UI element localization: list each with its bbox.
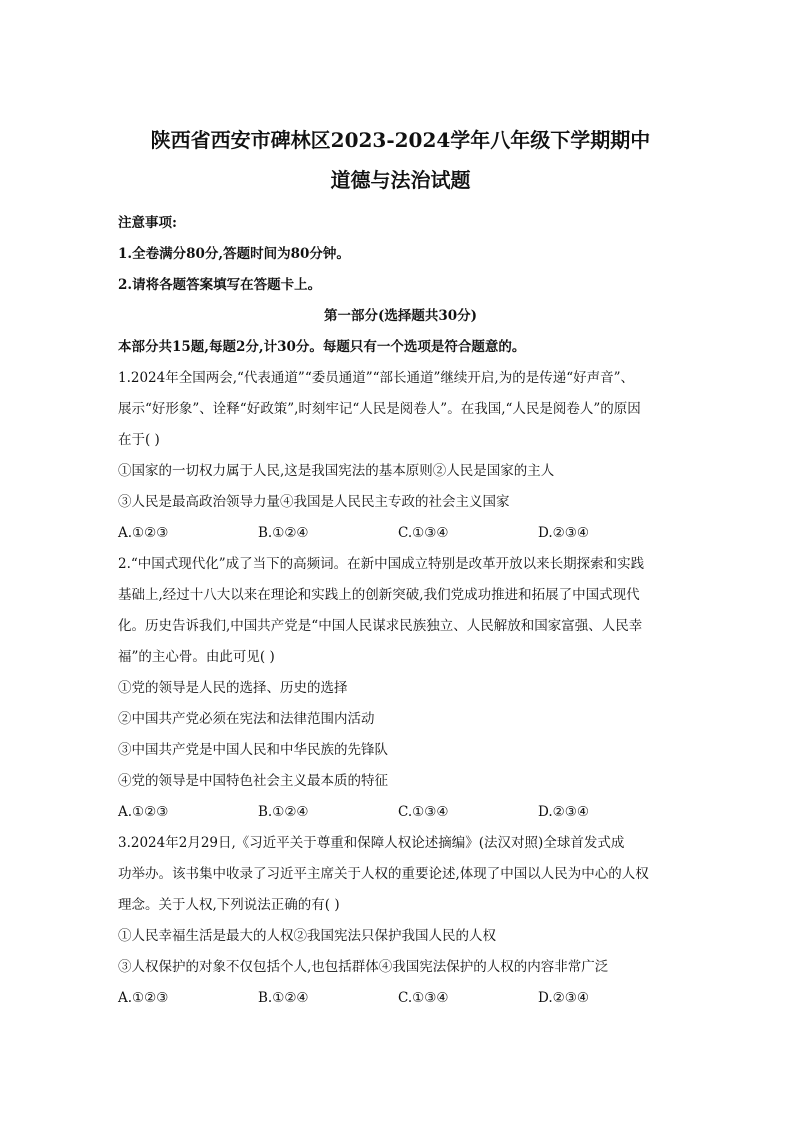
option-c: C.①③④ <box>398 525 449 541</box>
option-a: A.①②③ <box>118 804 169 820</box>
question-text-line: 化。历史告诉我们,中国共产党是“中国人民谋求民族独立、人民解放和国家富强、人民幸 <box>118 618 643 634</box>
option-c: C.①③④ <box>398 990 449 1006</box>
statement-line: ③人民是最高政治领导力量④我国是人民民主专政的社会主义国家 <box>118 494 510 510</box>
question-3 <box>118 828 683 1014</box>
question-text-line: 2.“中国式现代化”成了当下的高频词。在新中国成立特别是改革开放以来长期探索和实践 <box>118 556 645 572</box>
option-b: B.①②④ <box>258 804 309 820</box>
option-a: A.①②③ <box>118 525 169 541</box>
statement-line: ③人权保护的对象不仅包括个人,也包括群体④我国宪法保护的人权的内容非常广泛 <box>118 959 609 975</box>
answer-options <box>118 983 683 1014</box>
part1-heading: 第一部分(选择题共30分) <box>323 308 478 324</box>
question-text-line: 基础上,经过十八大以来在理论和实践上的创新突破,我们党成功推进和拓展了中国式现代 <box>118 587 640 603</box>
question-text-line: 理念。关于人权,下列说法正确的有( ) <box>118 897 340 913</box>
option-a: A.①②③ <box>118 990 169 1006</box>
statement-line: ①党的领导是人民的选择、历史的选择 <box>118 680 348 696</box>
question-text-line: 福”的主心骨。由此可见( ) <box>118 649 275 665</box>
question-2 <box>118 549 683 828</box>
statement-line: ②中国共产党必须在宪法和法律范围内活动 <box>118 711 375 727</box>
notice-item-2: 2.请将各题答案填写在答题卡上。 <box>118 277 322 293</box>
exam-page <box>118 120 683 1014</box>
question-text-line: 1.2024年全国两会,“代表通道”“委员通道”“部长通道”继续开启,为的是传递“好声音”、 <box>118 370 635 386</box>
part1-instruction: 本部分共15题,每题2分,计30分。每题只有一个选项是符合题意的。 <box>118 339 526 355</box>
option-b: B.①②④ <box>258 990 309 1006</box>
option-d: D.②③④ <box>538 525 589 541</box>
question-text-line: 展示“好形象”、诠释“好政策”,时刻牢记“人民是阅卷人”。在我国,“人民是阅卷人”的原因 <box>118 401 641 417</box>
option-d: D.②③④ <box>538 804 589 820</box>
statement-line: ①人民幸福生活是最大的人权②我国宪法只保护我国人民的人权 <box>118 928 496 944</box>
exam-title-line1: 陕西省西安市碑林区2023-2024学年八年级下学期期中 <box>150 128 651 152</box>
question-text-line: 功举办。该书集中收录了习近平主席关于人权的重要论述,体现了中国以人民为中心的人权 <box>118 866 649 882</box>
notice-item-1: 1.全卷满分80分,答题时间为80分钟。 <box>118 246 350 262</box>
option-b: B.①②④ <box>258 525 309 541</box>
answer-options <box>118 797 683 828</box>
statement-line: ④党的领导是中国特色社会主义最本质的特征 <box>118 773 388 789</box>
option-c: C.①③④ <box>398 804 449 820</box>
answer-options <box>118 518 683 549</box>
question-text-line: 3.2024年2月29日,《习近平关于尊重和保障人权论述摘编》(法汉对照)全球首发式成 <box>118 835 625 851</box>
statement-line: ③中国共产党是中国人民和中华民族的先锋队 <box>118 742 388 758</box>
option-d: D.②③④ <box>538 990 589 1006</box>
statement-line: ①国家的一切权力属于人民,这是我国宪法的基本原则②人民是国家的主人 <box>118 463 555 479</box>
notice-heading: 注意事项: <box>118 215 177 231</box>
question-1 <box>118 363 683 549</box>
question-text-line: 在于( ) <box>118 432 160 448</box>
exam-title-line2: 道德与法治试题 <box>330 168 471 192</box>
